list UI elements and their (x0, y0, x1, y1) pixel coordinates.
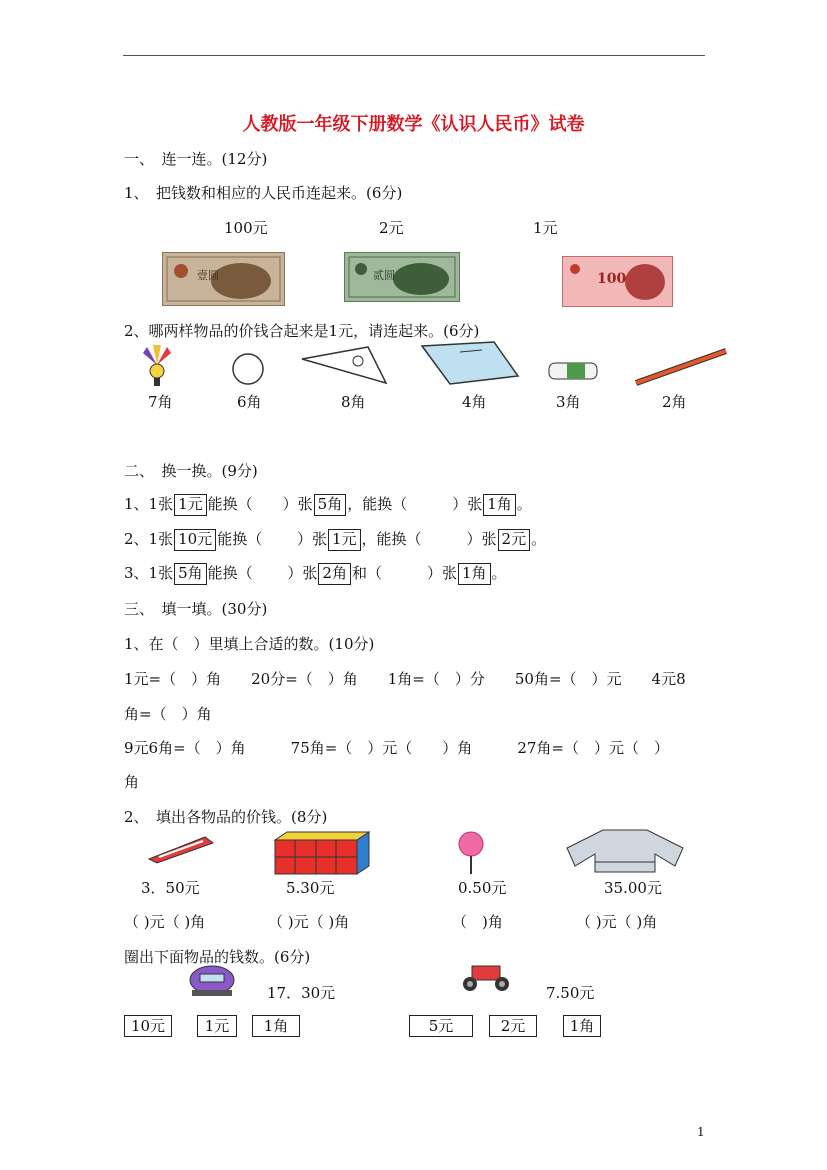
item-price: 3．50元 (141, 879, 200, 897)
money-box: 10元 (174, 529, 216, 551)
eraser-icon (547, 357, 601, 383)
header-rule (123, 55, 705, 56)
pencil-case-icon (145, 833, 217, 865)
price-label: 4角 (462, 393, 487, 411)
amount-100: 100元 (224, 219, 268, 237)
price-blank: （ )元（ )角 (268, 913, 350, 931)
money-box: 1角 (483, 494, 516, 516)
question-1-1: 1、 把钱数和相应的人民币连起来。(6分) (124, 184, 403, 202)
price-label: 2角 (662, 393, 687, 411)
item-price: 5.30元 (286, 879, 335, 897)
question-3-3: 圈出下面物品的钱数。(6分) (124, 948, 311, 966)
money-box: 1元 (174, 494, 207, 516)
exchange-row-3: 3、1张 5角 能换（ ）张 2角 和（ ）张 1角 。 (124, 563, 507, 585)
price-label: 8角 (341, 393, 366, 411)
pencil-icon (632, 347, 730, 387)
money-box: 2角 (318, 563, 351, 585)
money-box: 2元 (498, 529, 531, 551)
money-box: 1角 (458, 563, 491, 585)
jester-toy-icon (133, 345, 181, 389)
question-3-1: 1、在（ ）里填上合适的数。(10分) (124, 635, 375, 653)
section-2-heading: 二、 换一换。(9分) (124, 462, 258, 480)
money-box: 5元 (409, 1015, 473, 1037)
amount-1: 1元 (533, 219, 558, 237)
lollipop-icon (454, 830, 488, 874)
note-label-3: 100 (597, 271, 627, 287)
money-box: 5角 (314, 494, 347, 516)
question-1-2: 2、哪两样物品的价钱合起来是1元，请连起来。(6分) (124, 322, 480, 340)
money-box: 1角 (252, 1015, 300, 1037)
section-3-heading: 三、 填一填。(30分) (124, 600, 268, 618)
money-box: 1元 (197, 1015, 237, 1037)
price-blank: （ )角 (452, 913, 503, 931)
fill-line-4: 角 (124, 773, 140, 791)
money-box: 2元 (489, 1015, 537, 1037)
price-blank: （ )元（ )角 (124, 913, 206, 931)
question-3-2: 2、 填出各物品的价钱。(8分) (124, 808, 328, 826)
page-number: 1 (697, 1125, 705, 1139)
price-label: 7角 (148, 393, 173, 411)
banknote-two-yuan (344, 252, 460, 302)
toy-robot-icon (186, 962, 238, 998)
rubiks-cube-icon (273, 830, 371, 876)
money-box: 5角 (174, 563, 207, 585)
item-price: 35.00元 (604, 879, 662, 897)
circle-price: 7.50元 (546, 984, 595, 1002)
fill-line-1: 1元=（ ）角 20分=（ ）角 1角=（ ）分 50角=（ ）元 4元8 (124, 670, 686, 688)
banknote-one-yuan (162, 252, 285, 306)
sweater-icon (563, 828, 687, 874)
fill-line-2: 角=（ ）角 (124, 705, 212, 723)
note-label-1: 壹圆 (197, 269, 219, 282)
page-title: 人教版一年级下册数学《认识人民币》试卷 (242, 114, 585, 135)
price-label: 3角 (556, 393, 581, 411)
money-box: 1角 (563, 1015, 601, 1037)
toy-car-icon (458, 960, 514, 994)
banknote-hundred-yuan (562, 256, 673, 307)
circle-price: 17．30元 (267, 984, 336, 1002)
money-box: 10元 (124, 1015, 172, 1037)
ball-icon (227, 352, 269, 386)
note-label-2: 贰圆 (373, 269, 395, 282)
price-blank: （ )元（ )角 (576, 913, 658, 931)
exchange-row-1: 1、1张 1元 能换（ ）张 5角 ，能换（ ）张 1角 。 (124, 494, 532, 516)
money-box: 1元 (328, 529, 361, 551)
triangle-ruler-icon (300, 345, 390, 385)
exchange-row-2: 2、1张 10元 能换（ ）张 1元 ，能换（ ）张 2元 。 (124, 529, 546, 551)
section-1-heading: 一、 连一连。(12分) (124, 150, 268, 168)
notebook-icon (420, 340, 520, 386)
fill-line-3: 9元6角=（ ）角 75角=（ ）元（ ）角 27角=（ ）元（ ） (124, 739, 669, 757)
amount-2: 2元 (379, 219, 404, 237)
price-label: 6角 (237, 393, 262, 411)
item-price: 0.50元 (458, 879, 507, 897)
